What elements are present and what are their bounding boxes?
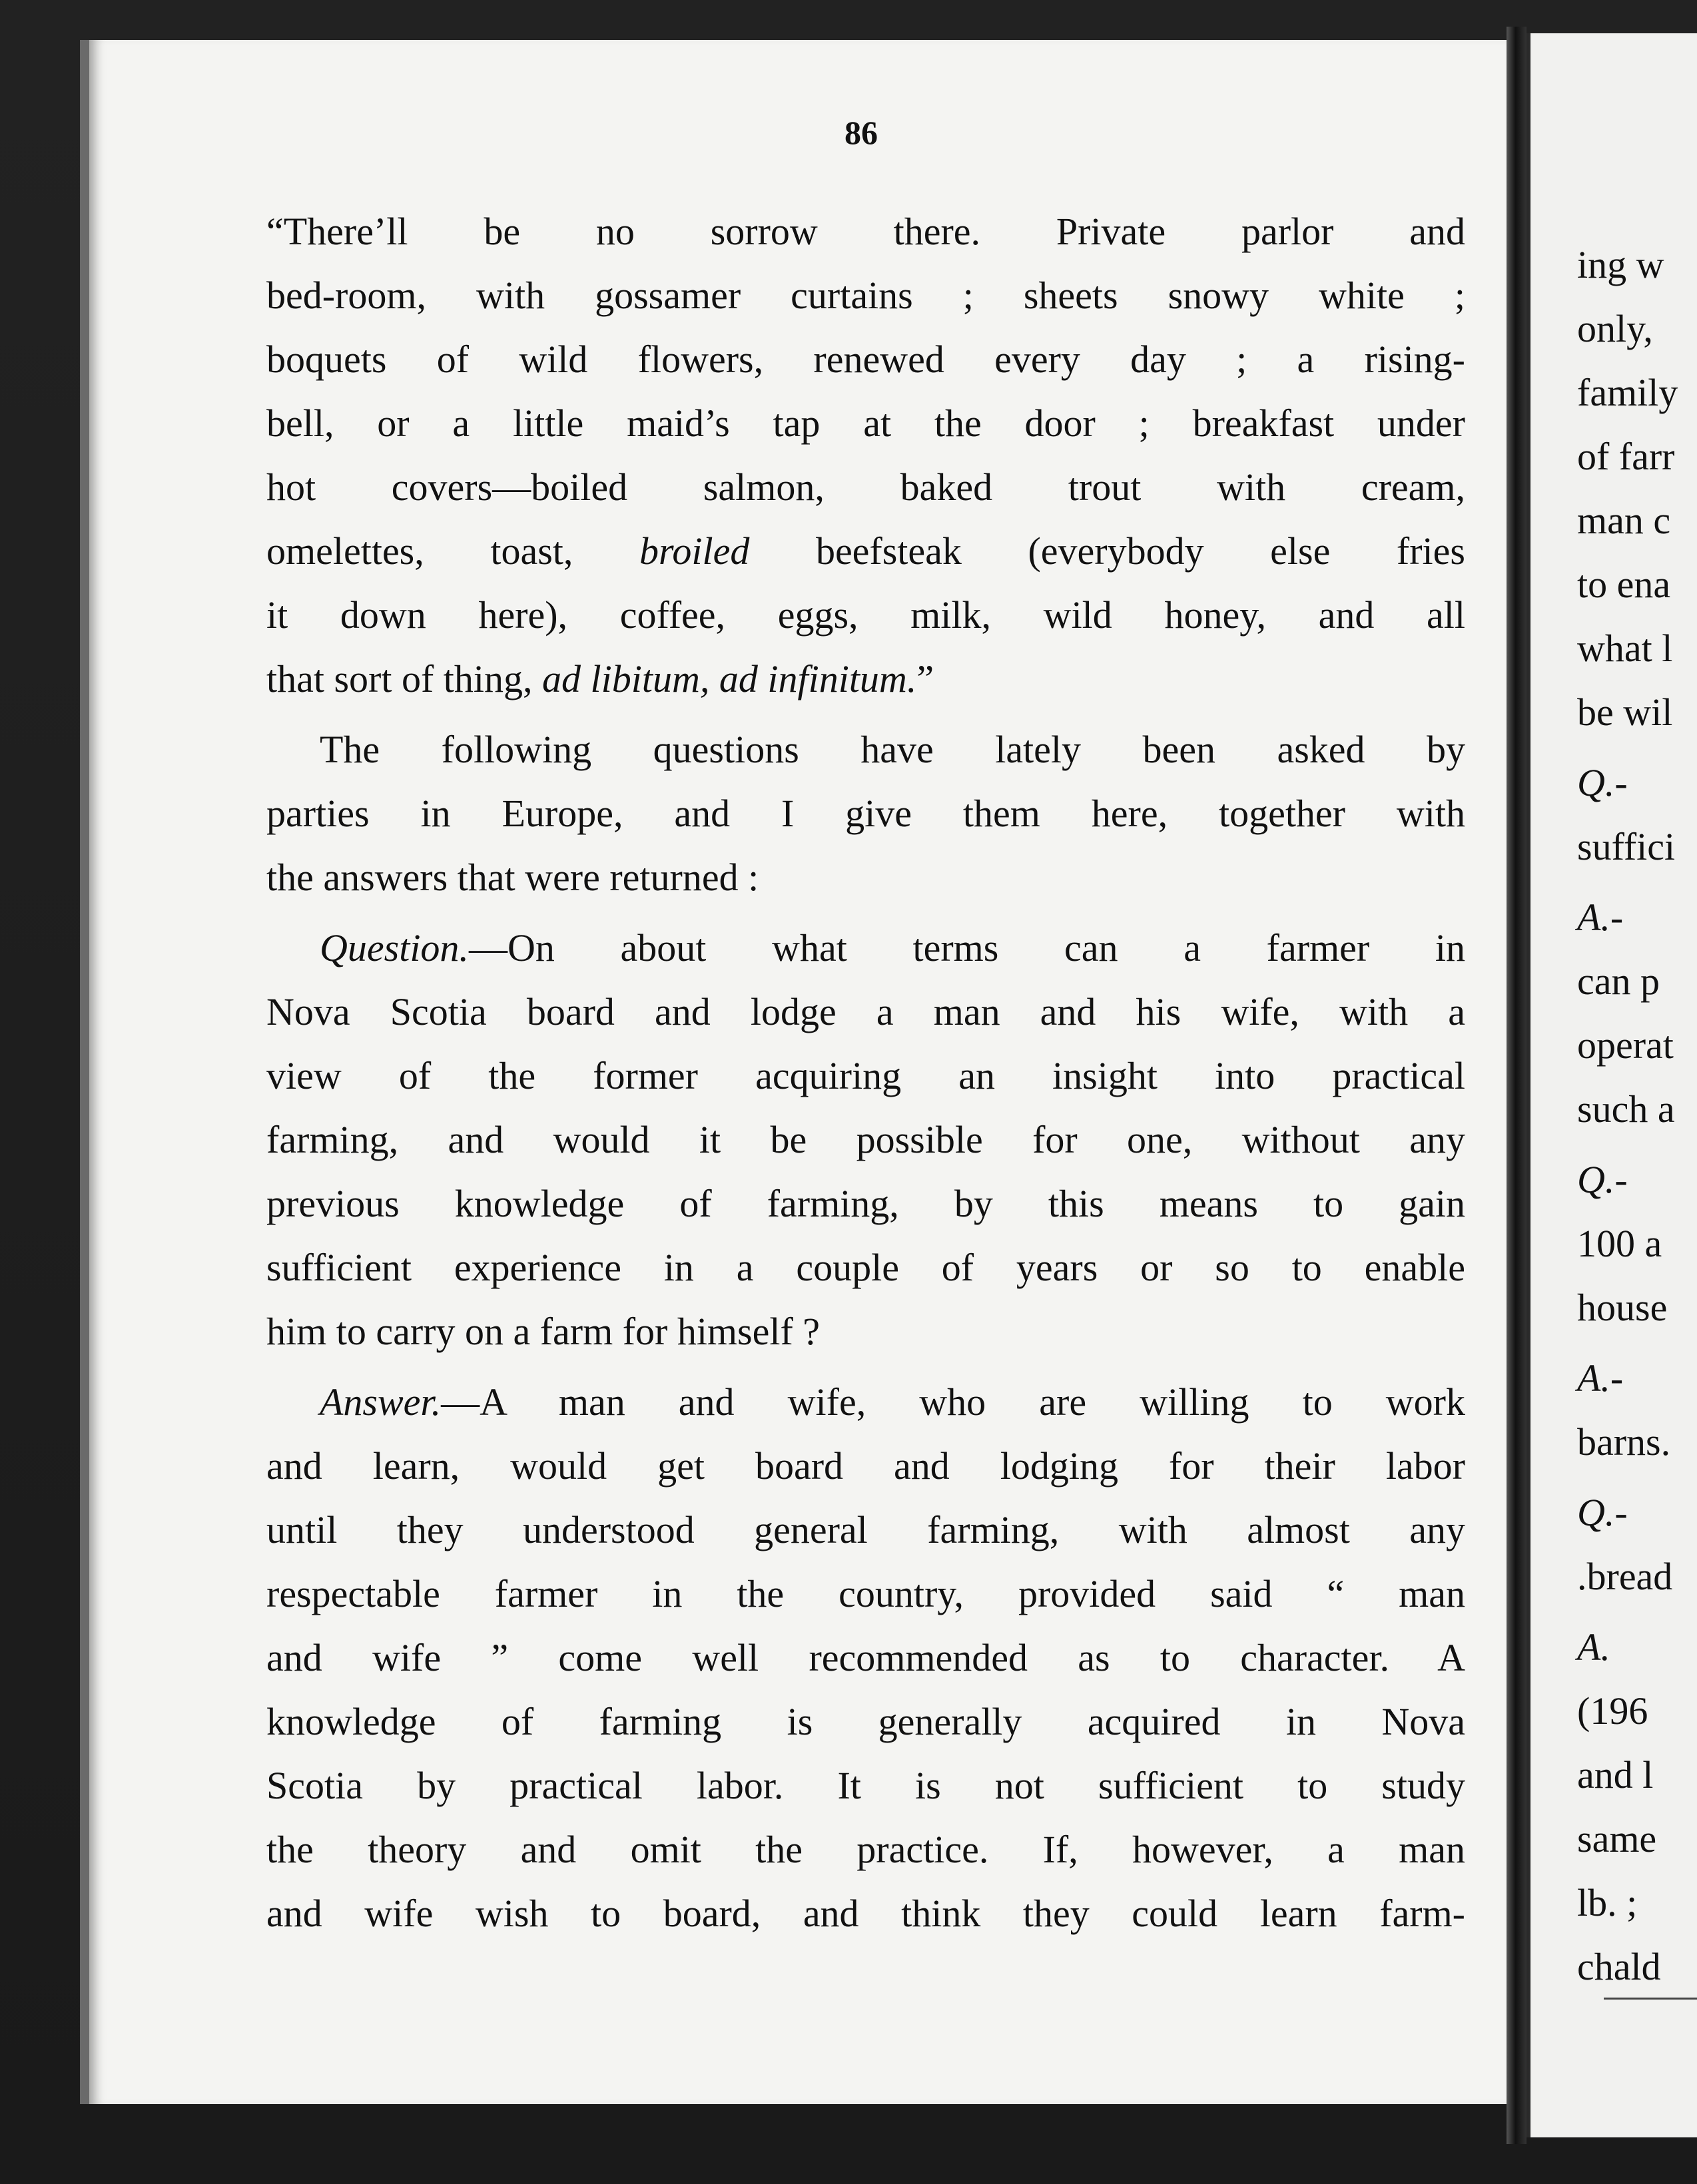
text-segment: omelettes, toast, [266, 529, 573, 573]
right-line: Q.- [1577, 1158, 1628, 1201]
text-line: Scotia by practical labor. It is not sufficient to study [266, 1764, 1465, 1807]
text-line: it down here), coffee, eggs, milk, wild honey, and all [266, 593, 1465, 637]
right-line: barns. [1577, 1420, 1671, 1464]
right-line: Q.- [1577, 1491, 1628, 1534]
text-line: boquets of wild flowers, renewed every day ; a rising- [266, 338, 1465, 381]
italic-segment: ad libitum, ad infinitum. [542, 657, 917, 700]
right-line: .bread [1577, 1555, 1673, 1598]
right-line: family [1577, 371, 1678, 414]
text-line-mixed [266, 519, 1465, 583]
right-page-text [1577, 233, 1697, 1999]
right-line: ing w [1577, 243, 1664, 286]
text-line: and wife ” come well recommended as to character. A [266, 1636, 1465, 1679]
text-segment: beefsteak (everybody else fries [815, 529, 1465, 573]
text-line: and learn, would get board and lodging for their labor [266, 1444, 1465, 1488]
text-line-mixed [266, 916, 1465, 980]
text-segment: —A man and wife, who are willing to work [441, 1380, 1465, 1424]
text-segment: —On about what terms can a farmer in [468, 926, 1465, 969]
right-line: can p [1577, 959, 1660, 1003]
text-line: him to carry on a farm for himself ? [266, 1310, 821, 1353]
text-line: the theory and omit the practice. If, however, a man [266, 1828, 1465, 1871]
right-line: A.- [1577, 1356, 1624, 1400]
page-text [266, 200, 1465, 1946]
text-segment: ” [916, 657, 934, 700]
right-line: what l [1577, 627, 1673, 670]
text-line: hot covers—boiled salmon, baked trout with cream, [266, 465, 1465, 509]
question-label: Question. [320, 926, 469, 969]
divider [1604, 1998, 1697, 2000]
right-line: house [1577, 1286, 1668, 1329]
text-line: bell, or a little maid’s tap at the door ; breakfast under [266, 402, 1465, 445]
right-line: and l [1577, 1753, 1654, 1796]
text-line: farming, and would it be possible for one, without any [266, 1118, 1465, 1161]
text-line: the answers that were returned : [266, 856, 759, 899]
text-line: until they understood general farming, with almost any [266, 1508, 1465, 1551]
text-line: The following questions have lately been asked by [320, 728, 1465, 771]
page-number: 86 [845, 114, 878, 151]
answer-label: Answer. [320, 1380, 442, 1424]
text-line: respectable farmer in the country, provided said “ man [266, 1572, 1465, 1615]
right-line: only, [1577, 307, 1653, 350]
right-line: of farr [1577, 435, 1675, 478]
book-spine [1507, 27, 1527, 2144]
text-line: knowledge of farming is generally acquired in Nova [266, 1700, 1465, 1743]
text-line: Nova Scotia board and lodge a man and his wife, with a [266, 990, 1465, 1033]
text-line: sufficient experience in a couple of years or so to enable [266, 1246, 1465, 1289]
text-line: bed-room, with gossamer curtains ; sheets snowy white ; [266, 274, 1465, 317]
right-line: to ena [1577, 563, 1671, 606]
right-line: same [1577, 1817, 1657, 1860]
text-line: and wife wish to board, and think they could learn farm- [266, 1892, 1465, 1935]
text-segment: that sort of thing, [266, 657, 533, 700]
right-line: suffici [1577, 825, 1676, 868]
right-line: lb. ; [1577, 1881, 1638, 1924]
text-line-mixed [266, 647, 1465, 711]
right-page [1527, 33, 1697, 2137]
text-line: previous knowledge of farming, by this means to gain [266, 1182, 1465, 1225]
right-line: chald [1577, 1945, 1661, 1988]
right-line: A.- [1577, 896, 1624, 939]
text-line: “There’ll be no sorrow there. Private parlor and [266, 210, 1465, 253]
right-line: man c [1577, 499, 1671, 542]
right-line: operat [1577, 1023, 1674, 1067]
right-line: such a [1577, 1087, 1675, 1131]
right-line: A. [1577, 1625, 1610, 1669]
right-line: Q.- [1577, 761, 1628, 804]
italic-segment: broiled [639, 529, 750, 573]
right-line: be wil [1577, 690, 1673, 734]
right-line: 100 a [1577, 1222, 1662, 1265]
text-line: parties in Europe, and I give them here, together with [266, 792, 1465, 835]
text-line: view of the former acquiring an insight into practical [266, 1054, 1465, 1097]
text-line-mixed [266, 1370, 1465, 1434]
right-line: (196 [1577, 1689, 1648, 1733]
